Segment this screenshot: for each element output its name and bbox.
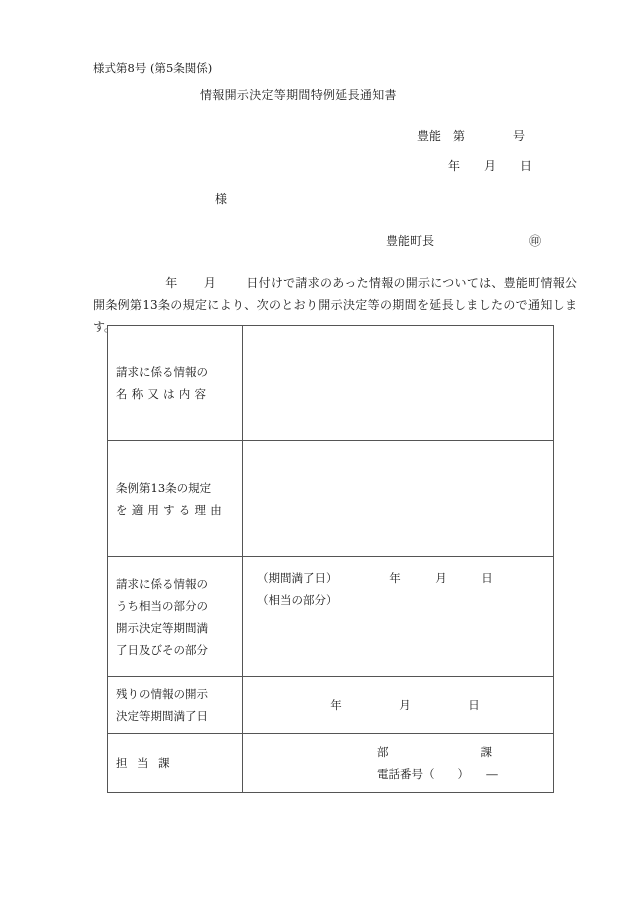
issuer-name: 豊能町長: [386, 234, 435, 248]
table-row: [108, 441, 554, 557]
document-number: 豊能 第 号: [417, 129, 526, 143]
row-value-partial-deadline[interactable]: （期間満了日） 年 月 日 （相当の部分）: [243, 557, 554, 677]
row-label-subject-name: 請求に係る情報の 名称又は内容: [108, 326, 243, 441]
page-title: 情報開示決定等期間特例延長通知書: [200, 88, 397, 102]
row-label-reason: 条例第13条の規定 を適用する理由: [108, 441, 243, 557]
body-line2: 条例第13条の規定により、次のとおり開示決定等の期間を延長しましたので通知します。: [93, 298, 577, 334]
row-label-department: 担当課: [108, 734, 243, 793]
table-row: [108, 734, 554, 793]
row-value-subject-name[interactable]: [243, 326, 554, 441]
row-value-department[interactable]: 部 課 電話番号（ ） ―: [243, 734, 554, 793]
notification-table: [107, 325, 554, 793]
document-date: 年 月 日: [448, 159, 533, 173]
body-date-year: 年: [165, 276, 178, 290]
table-row: [108, 326, 554, 441]
row-label-remaining-deadline: 残りの情報の開示 決定等期間満了日: [108, 677, 243, 734]
seal-icon: ㊞: [529, 234, 542, 248]
addressee-suffix: 様: [215, 192, 228, 206]
row-value-remaining-deadline[interactable]: 年 月 日: [243, 677, 554, 734]
row-value-reason[interactable]: [243, 441, 554, 557]
body-line1-tail: 日付けで請求のあった情報の開示については、豊能町情報公開: [93, 276, 577, 312]
table-row: [108, 677, 554, 734]
body-date-month: 月: [203, 276, 217, 290]
table-row: [108, 557, 554, 677]
form-number: 様式第8号 (第5条関係): [93, 61, 213, 75]
row-label-partial-deadline: 請求に係る情報の うち相当の部分の 開示決定等期間満 了日及びその部分: [108, 557, 243, 677]
